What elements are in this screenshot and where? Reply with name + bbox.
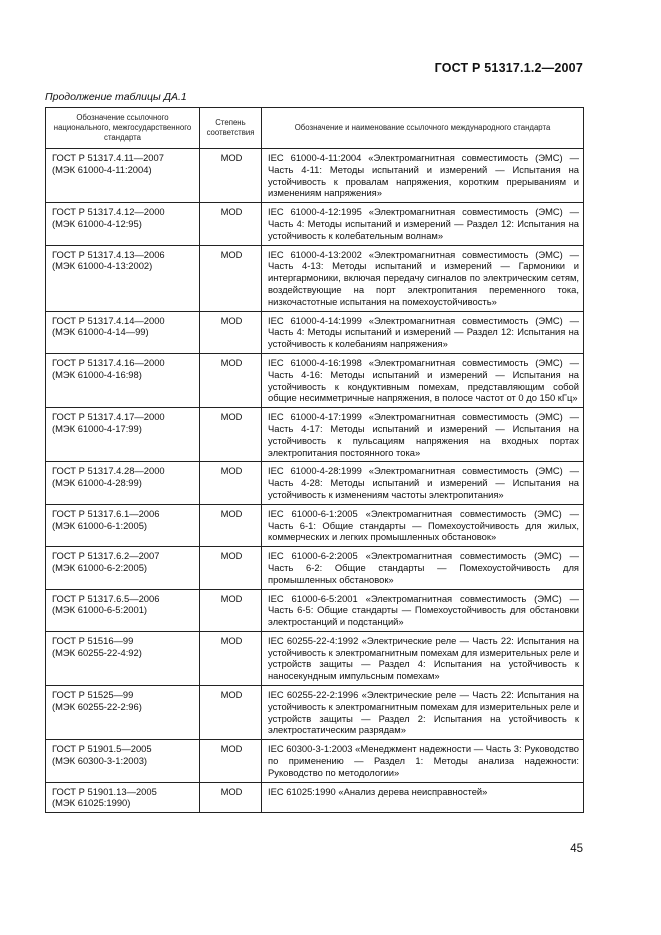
- table-row: [46, 149, 584, 203]
- national-standard-cell: ГОСТ Р 51317.4.14—2000 (МЭК 61000-4-14—99): [46, 311, 200, 353]
- national-standard-cell: ГОСТ Р 51317.4.17—2000 (МЭК 61000-4-17:99): [46, 408, 200, 462]
- national-standard-cell: ГОСТ Р 51901.13—2005 (МЭК 61025:1990): [46, 782, 200, 813]
- degree-cell: MOD: [200, 353, 262, 407]
- page-number: 45: [570, 843, 583, 855]
- table-row: [46, 631, 584, 685]
- national-standard-cell: ГОСТ Р 51516—99 (МЭК 60255-22-4:92): [46, 631, 200, 685]
- table-row: [46, 462, 584, 504]
- degree-cell: MOD: [200, 408, 262, 462]
- table-row: [46, 408, 584, 462]
- international-standard-cell: IEC 61000-4-28:1999 «Электромагнитная совместимость (ЭМС) — Часть 4-28: Методы испытаний и измерений — Испытания на устойчивость к изменениям частоты электропитания»: [262, 462, 584, 504]
- column-header-international-standard: Обозначение и наименование ссылочного международного стандарта: [262, 108, 584, 149]
- international-standard-cell: IEC 60255-22-4:1992 «Электрические реле — Часть 22: Испытания на устойчивость к электромагнитным помехам для измерительных реле и устройств защиты — Раздел 4: Испытания на устойчивость к наносекундным импульсным помехам»: [262, 631, 584, 685]
- degree-cell: MOD: [200, 245, 262, 311]
- table-row: [46, 740, 584, 782]
- international-standard-cell: IEC 61000-4-12:1995 «Электромагнитная совместимость (ЭМС) — Часть 4: Методы испытаний и измерений — Раздел 12: Испытания на устойчивость к колебательным волнам»: [262, 203, 584, 245]
- degree-cell: MOD: [200, 311, 262, 353]
- table-row: [46, 245, 584, 311]
- national-standard-cell: ГОСТ Р 51317.6.5—2006 (МЭК 61000-6-5:2001): [46, 589, 200, 631]
- international-standard-cell: IEC 61000-6-2:2005 «Электромагнитная совместимость (ЭМС) — Часть 6-2: Общие стандарты — Помехоустойчивость для промышленных обстановок»: [262, 547, 584, 589]
- degree-cell: MOD: [200, 686, 262, 740]
- national-standard-cell: ГОСТ Р 51317.4.12—2000 (МЭК 61000-4-12:95): [46, 203, 200, 245]
- table-row: [46, 311, 584, 353]
- column-header-national-standard: Обозначение ссылочного национального, межгосударственного стандарта: [46, 108, 200, 149]
- degree-cell: MOD: [200, 462, 262, 504]
- reference-standards-table: [45, 107, 584, 813]
- international-standard-cell: IEC 60300-3-1:2003 «Менеджмент надежности — Часть 3: Руководство по применению — Раздел 1: Методы анализа надежности: Руководство по методологии»: [262, 740, 584, 782]
- degree-cell: MOD: [200, 589, 262, 631]
- table-header: [46, 108, 584, 149]
- national-standard-cell: ГОСТ Р 51317.4.11—2007 (МЭК 61000-4-11:2004): [46, 149, 200, 203]
- international-standard-cell: IEC 61000-6-1:2005 «Электромагнитная совместимость (ЭМС) — Часть 6-1: Общие стандарты — Помехоустойчивость для жилых, коммерческих и легких промышленных обстановок»: [262, 504, 584, 546]
- degree-cell: MOD: [200, 203, 262, 245]
- international-standard-cell: IEC 61000-4-17:1999 «Электромагнитная совместимость (ЭМС) — Часть 4-17: Методы испытаний и измерений — Испытания на устойчивость к пульсациям напряжения на входных портах электропитания постоянного тока»: [262, 408, 584, 462]
- table-row: [46, 782, 584, 813]
- national-standard-cell: ГОСТ Р 51317.4.16—2000 (МЭК 61000-4-16:98): [46, 353, 200, 407]
- international-standard-cell: IEC 61000-6-5:2001 «Электромагнитная совместимость (ЭМС) — Часть 6-5: Общие стандарты — Помехоустойчивость для обстановки электростанций и подстанций»: [262, 589, 584, 631]
- national-standard-cell: ГОСТ Р 51317.6.1—2006 (МЭК 61000-6-1:2005): [46, 504, 200, 546]
- table-caption: Продолжение таблицы ДА.1: [45, 91, 187, 103]
- national-standard-cell: ГОСТ Р 51525—99 (МЭК 60255-22-2:96): [46, 686, 200, 740]
- degree-cell: MOD: [200, 149, 262, 203]
- international-standard-cell: IEC 61025:1990 «Анализ дерева неисправностей»: [262, 782, 584, 813]
- international-standard-cell: IEC 61000-4-14:1999 «Электромагнитная совместимость (ЭМС) — Часть 4: Методы испытаний и измерений — Раздел 12: Испытания на устойчивость к колебаниям напряжения»: [262, 311, 584, 353]
- column-header-degree: Степень соответствия: [200, 108, 262, 149]
- degree-cell: MOD: [200, 782, 262, 813]
- degree-cell: MOD: [200, 631, 262, 685]
- national-standard-cell: ГОСТ Р 51901.5—2005 (МЭК 60300-3-1:2003): [46, 740, 200, 782]
- international-standard-cell: IEC 61000-4-11:2004 «Электромагнитная совместимость (ЭМС) — Часть 4-11: Методы испытаний и измерений — Испытания на устойчивость к провалам напряжения, коротким прерываниям и изменениям напряжения»: [262, 149, 584, 203]
- table-row: [46, 353, 584, 407]
- national-standard-cell: ГОСТ Р 51317.4.13—2006 (МЭК 61000-4-13:2002): [46, 245, 200, 311]
- table-row: [46, 203, 584, 245]
- table-row: [46, 504, 584, 546]
- international-standard-cell: IEC 61000-4-16:1998 «Электромагнитная совместимость (ЭМС) — Часть 4-16: Методы испытаний и измерений — Испытания на устойчивость к кондуктивным помехам, представляющим собой общие несимметричные напряжения, в полосе частот от 0 до 150 кГц»: [262, 353, 584, 407]
- document-code: ГОСТ Р 51317.1.2—2007: [434, 61, 583, 75]
- table-row: [46, 547, 584, 589]
- degree-cell: MOD: [200, 504, 262, 546]
- table-row: [46, 686, 584, 740]
- international-standard-cell: IEC 61000-4-13:2002 «Электромагнитная совместимость (ЭМС) — Часть 4-13: Методы испытаний и измерений — Гармоники и интергармоники, включая передачу сигналов по электрическим сетям, воздействующие на порт электропитания переменного тока, низкочастотные испытания на помехоустойчивость»: [262, 245, 584, 311]
- table-row: [46, 589, 584, 631]
- national-standard-cell: ГОСТ Р 51317.4.28—2000 (МЭК 61000-4-28:99): [46, 462, 200, 504]
- national-standard-cell: ГОСТ Р 51317.6.2—2007 (МЭК 61000-6-2:2005): [46, 547, 200, 589]
- degree-cell: MOD: [200, 740, 262, 782]
- table-body: [46, 149, 584, 813]
- degree-cell: MOD: [200, 547, 262, 589]
- international-standard-cell: IEC 60255-22-2:1996 «Электрические реле — Часть 22: Испытания на устойчивость к электромагнитным помехам для измерительных реле и устройств защиты — Раздел 2: Испытания на устойчивость к электростатическим разрядам»: [262, 686, 584, 740]
